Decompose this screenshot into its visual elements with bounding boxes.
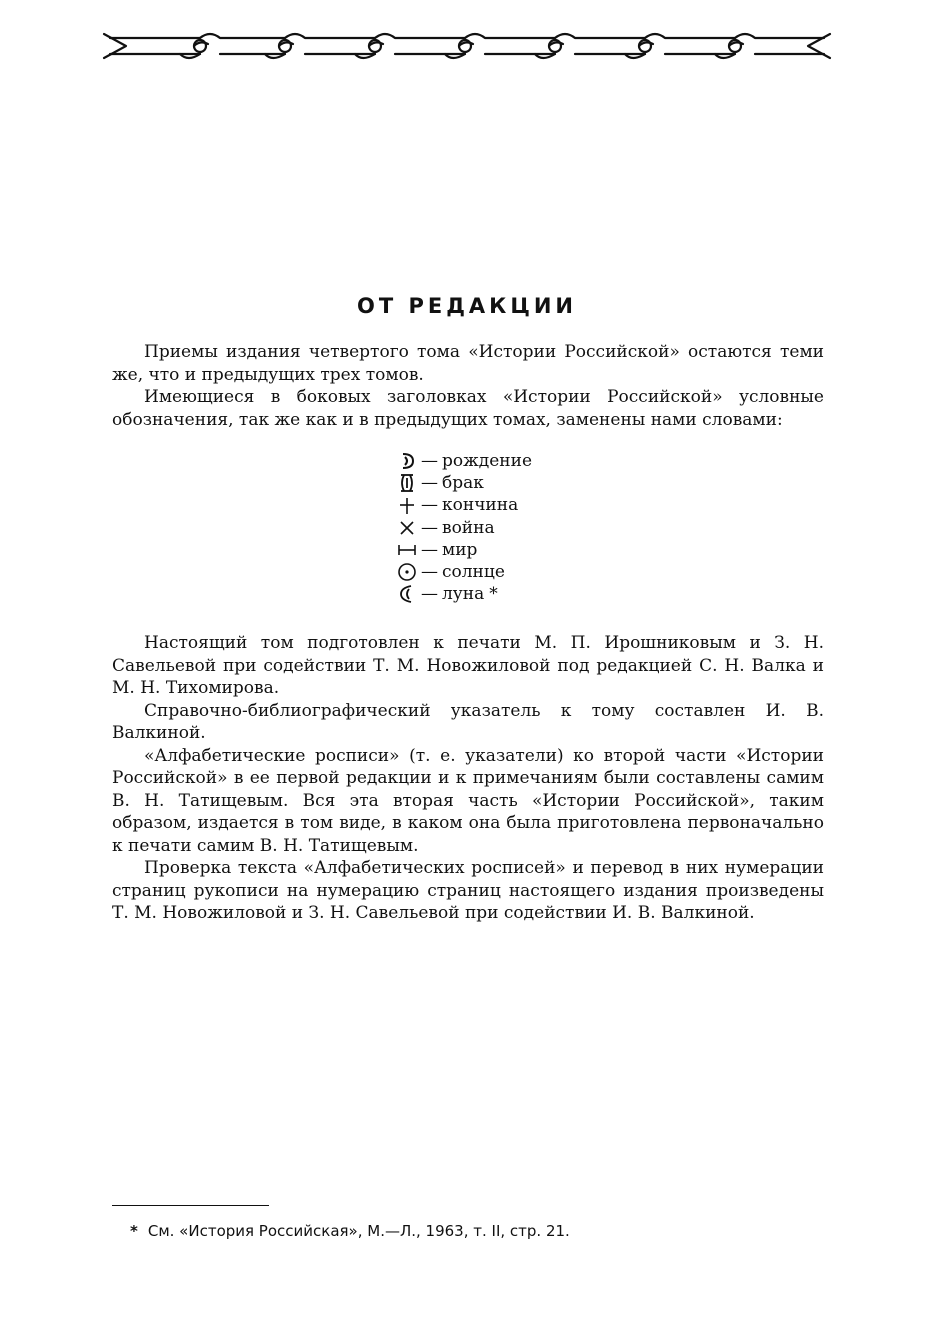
- legend-row: — луна *: [395, 583, 532, 605]
- paragraph: «Алфабетические росписи» (т. е. указатели) ко второй части «Истории Российской» в ее первой редакции и к примечаниям были составлены самим В. Н. Татищевым. Вся эта вторая часть «Истории Российской», таким образом, издается в том виде, в каком она была приготовлена первоначально к печати самим В. Н. Татищевым.: [112, 745, 824, 856]
- legend-label: война: [442, 517, 495, 538]
- legend-label: луна: [442, 584, 485, 605]
- birth-symbol-icon: [395, 451, 419, 471]
- legend-label: брак: [442, 473, 484, 494]
- peace-bar-icon: [395, 540, 419, 560]
- paragraph: Настоящий том подготовлен к печати М. П. Ирошниковым и З. Н. Савельевой при содействии Т. М. Новожиловой под редакцией С. Н. Валка и М. Н. Тихомирова.: [112, 633, 824, 698]
- footnote-text: См. «История Российская», М.—Л., 1963, т. II, стр. 21.: [147, 1222, 570, 1240]
- sun-circle-icon: [395, 562, 419, 582]
- footnote: [130, 1222, 570, 1240]
- paragraph: Справочно-библиографический указатель к тому составлен И. В. Валкиной.: [112, 700, 824, 743]
- footnote-marker: *: [489, 584, 498, 605]
- decorative-chain-ornament: [100, 26, 834, 66]
- paragraph: Приемы издания четвертого тома «Истории Российской» остаются теми же, что и предыдущих трех томов.: [112, 342, 824, 385]
- footnote-divider: [112, 1205, 269, 1206]
- x-cross-icon: [395, 518, 419, 538]
- intro-text: [112, 341, 824, 431]
- legend-label: солнце: [442, 562, 505, 583]
- paragraph: Имеющиеся в боковых заголовках «Истории Российской» условные обозначения, так же как и в предыдущих томах, заменены нами словами:: [112, 387, 824, 430]
- legend-label: мир: [442, 539, 478, 560]
- legend-row: — солнце: [395, 561, 532, 583]
- legend-label: кончина: [442, 495, 519, 516]
- main-text: [112, 632, 824, 925]
- legend-row: — кончина: [395, 494, 532, 516]
- footnote-marker: *: [130, 1222, 138, 1240]
- cross-icon: [395, 496, 419, 516]
- moon-crescent-icon: [395, 584, 419, 604]
- page-title: ОТ РЕДАКЦИИ: [357, 294, 577, 318]
- legend-row: — мир: [395, 539, 532, 561]
- paragraph: Проверка текста «Алфабетических росписей» и перевод в них нумерации страниц рукописи на нумерацию страниц настоящего издания произведены Т. М. Новожиловой и З. Н. Савельевой при содействии И. В. Валкиной.: [112, 858, 824, 923]
- marriage-symbol-icon: [395, 473, 419, 493]
- legend-row: — брак: [395, 472, 532, 494]
- symbol-legend: [395, 450, 532, 605]
- legend-label: рождение: [442, 451, 533, 471]
- legend-row: — война: [395, 517, 532, 539]
- legend-row: — рождение: [395, 450, 532, 472]
